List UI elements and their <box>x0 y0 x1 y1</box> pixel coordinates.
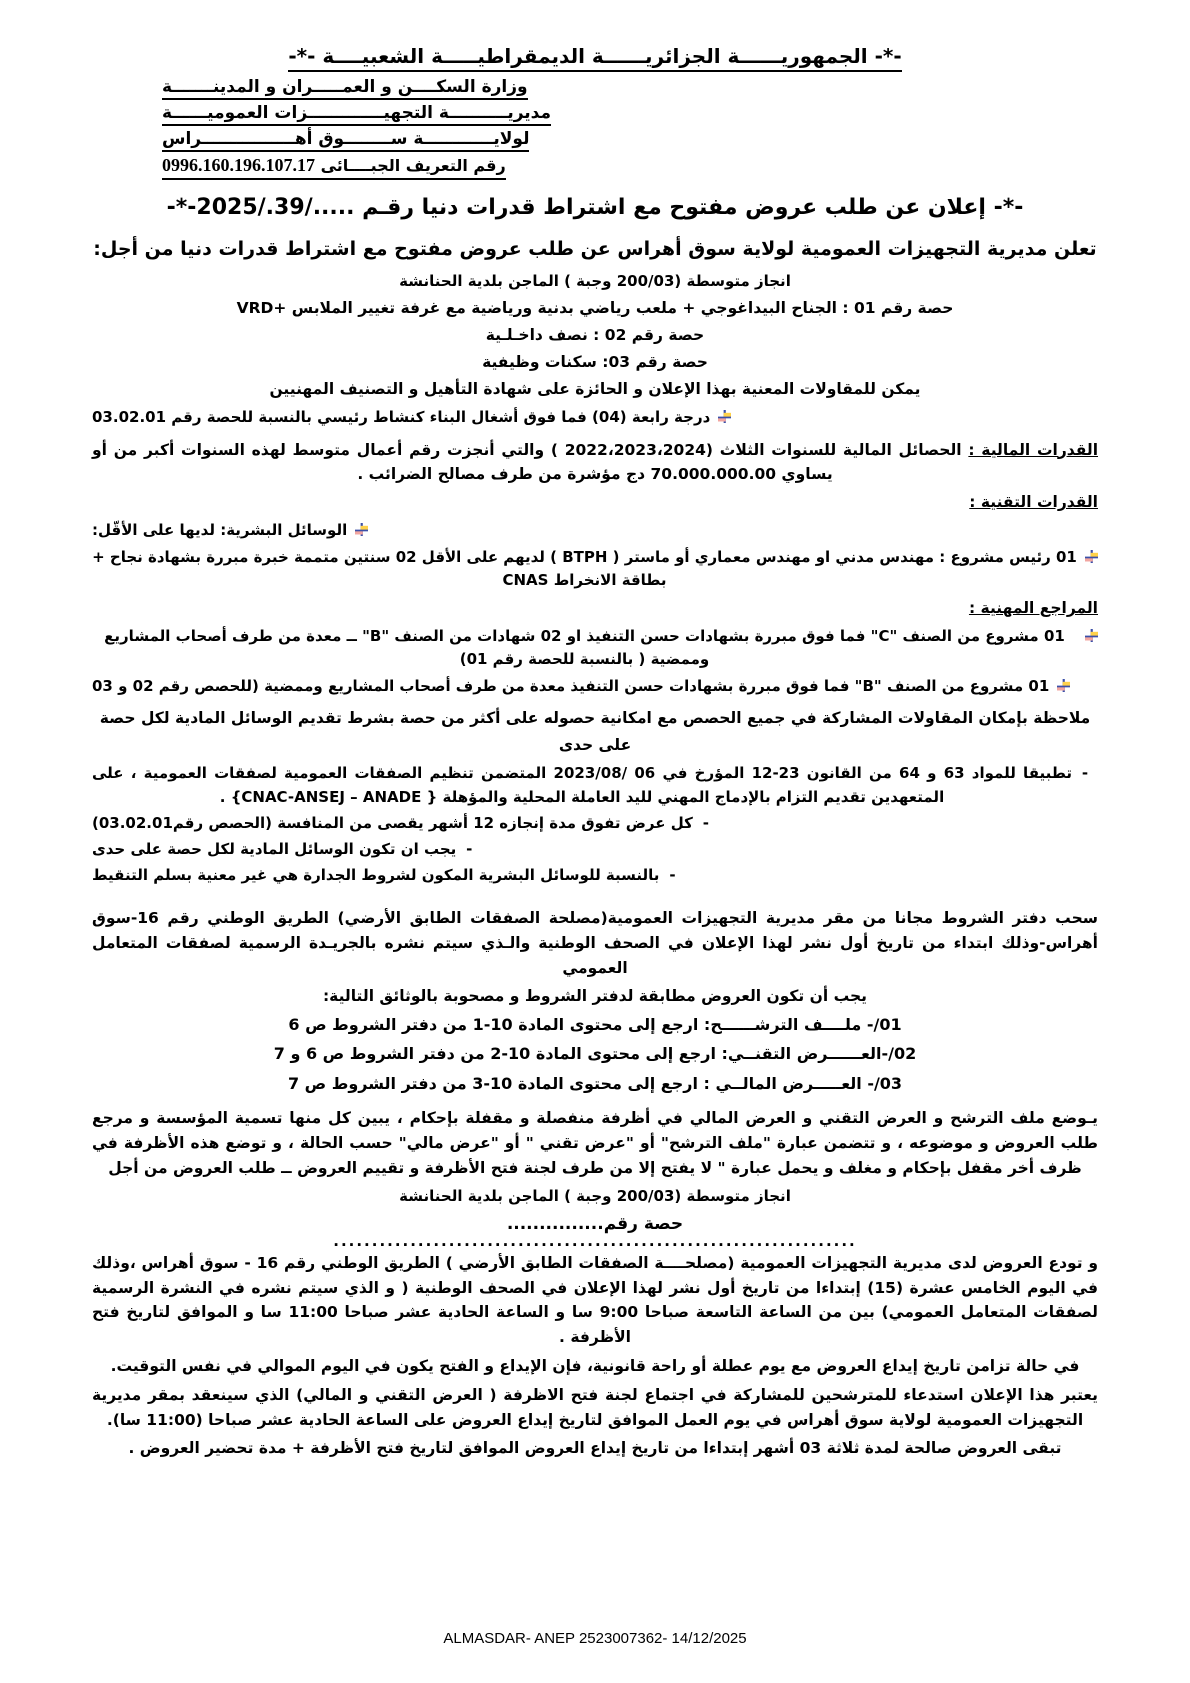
dash-marker: - <box>702 814 709 833</box>
tax-id-line <box>162 154 506 179</box>
deposit-paragraph: و تودع العروض لدى مديرية التجهيزات العمومية (مصلحــــة الصفقات الطابق الأرضي ) الطريق الوطني رقم 16 - سوق أهراس ،وذلك في اليوم الخامس عشرة (15) إبتداءا من تاريخ أول نشر لهذا الإعلان في الصحف الوطنية ( و الذي سيتم نشره في النشرة الرسمية لصفقات المتعامل العمومي) بين من الساعة التاسعة صباحا 9:00 سا و الساعة الحادية عشر صباحا 11:00 سا و الموافق لتاريخ فتح الأظرفة . <box>92 1253 1098 1347</box>
bullet-item-human-resources <box>92 519 1098 542</box>
republic-heading: -*- الجمهوريــــــة الجزائريــــــة الديمقراطيـــــة الشعبيــــة -*- <box>288 44 901 72</box>
dash-marker: - <box>669 866 676 885</box>
lot-number-blank <box>92 1214 1098 1234</box>
validity-paragraph: تبقى العروض صالحة لمدة ثلاثة 03 أشهر إبتداءا من تاريخ إيداع العروض الموافق لتاريخ فتح الأظرفة + مدة تحضير العروض . <box>128 1439 1062 1458</box>
financial-capacity-paragraph <box>92 438 1098 488</box>
dash-marker: - <box>1081 764 1089 783</box>
bullet-label: 01 مشروع من الصنف "B" فما فوق مبررة بشهادات حسن التنفيذ معدة من طرف أصحاب المشاريع وممضية (للحصص رقم 02 و 03 <box>92 676 1050 695</box>
ministry-line: وزارة السكــــن و العمـــــران و المدينـــــــة <box>162 76 528 100</box>
document-item-financial: 03/- العـــــرض المالــي : ارجع إلى محتوى المادة 10-3 من دفتر الشروط ص 7 <box>287 1073 903 1093</box>
tax-id-label: رقم التعريف الجبــــائى <box>320 156 506 176</box>
bullet-item-classification <box>92 406 1098 429</box>
list-item-text: بالنسبة للوسائل البشرية المكون لشروط الجدارة هي غير معنية بسلم التنقيط <box>92 866 660 885</box>
bullet-label: 01 مشروع من الصنف "C" فما فوق مبررة بشهادات حسن التنفيذ او 02 شهادات من الصنف "B" ــ معدة من طرف أصحاب المشاريع وممضية ( بالنسبة للحصة رقم 01) <box>104 627 1065 669</box>
document-header <box>92 44 1098 182</box>
bullet-item-reference-b <box>92 675 1098 698</box>
colored-square-bullet-icon <box>355 523 368 536</box>
page-title: -*- إعلان عن طلب عروض مفتوح مع اشتراط قدرات دنيا رقـم ...../39./2025-*- <box>166 194 1024 220</box>
colored-square-bullet-icon <box>718 410 731 423</box>
envelope-project-name: انجاز متوسطة (200/03 وجبة ) الماجن بلدية الحنانشة <box>399 1186 791 1205</box>
list-item-text: يجب ان تكون الوسائل المادية لكل حصة على حدى <box>92 840 457 859</box>
list-item-text: كل عرض تفوق مدة إنجازه 12 أشهر يقصى من المنافسة (الحصص رقم03.02.01) <box>92 814 693 833</box>
authority-lines <box>92 76 1098 182</box>
bullet-label: 01 رئيس مشروع : مهندس مدني او مهندس معماري أو ماستر ( BTPH ) لديهم على الأقل 02 سنتين متممة خبرة مبررة بشهادة نجاح + بطاقة الانخراط CNAS <box>92 547 1077 589</box>
participation-note: ملاحظة بإمكان المقاولات المشاركة في جميع الحصص مع امكانية حصوله على أكثر من حصة بشرط تقديم الوسائل المادية لكل حصة على حدى <box>99 708 1091 755</box>
colored-square-bullet-icon <box>1085 629 1098 642</box>
list-item <box>92 761 1098 809</box>
financial-capacity-text: الحصائل المالية للسنوات الثلاث (2022،2023،2024 ) والتي أنجزت رقم أعمال متوسط لهذه السنوات أكبر من أو يساوي 70.000.000.00 دج مؤشرة من طرف مصالح الضرائب . <box>92 440 962 484</box>
document-footer: ALMASDAR- ANEP 2523007362- 14/12/2025 <box>443 1630 747 1647</box>
list-item-text: تطبيقا للمواد 63 و 64 من القانون 23-12 المؤرخ في 06 /2023/08 المتضمن تنظيم الصفقات العمومية لصفقات العمومية ، على المتعهدين تقديم التزام بالإدماج المهني لليد العاملة المحلية والمؤهلة { CNAC-ANSEJ – ANADE} . <box>92 764 1072 807</box>
tie-case-paragraph: في حالة تزامن تاريخ إيداع العروض مع يوم عطلة أو راحة قانونية، فإن الإيداع و الفتح يكون في اليوم الموالي في نفس التوقيت. <box>110 1357 1080 1376</box>
withdrawal-paragraph: سحب دفتر الشروط مجانا من مقر مديرية التجهيزات العمومية(مصلحة الصفقات الطابق الأرضي) الطريق الوطني رقم 16-سوق أهراس-وذلك ابتداء من تاريخ أول نشر لهذا الإعلان في الصحف الوطنية والـذي سيتم نشره بالجريـدة الرسمية لصفقات المتعامل العمومي <box>92 909 1098 977</box>
document-item-technical: 02/-العــــــرض التقنــي: ارجع إلى محتوى المادة 10-2 من دفتر الشروط ص 6 و 7 <box>273 1044 917 1064</box>
dash-marker: - <box>466 840 473 859</box>
lot-2: حصة رقم 02 : نصف داخـلـية <box>485 325 705 344</box>
lot-1: حصة رقم 01 : الجناح البيداغوجي + ملعب رياضي بدنية ورياضية مع غرفة تغيير الملابس +VRD <box>236 298 954 317</box>
conditions-list <box>92 761 1098 887</box>
lot-number-label: حصة رقم <box>603 1213 684 1234</box>
project-name: انجاز متوسطة (200/03 وجبة ) الماجن بلدية الحنانشة <box>399 271 791 290</box>
directorate-line: مديريــــــــــة التجهيـــــــــــــزات العموميــــــة <box>162 102 551 126</box>
bullet-item-project-manager <box>92 546 1098 593</box>
republic-heading-wrap <box>92 44 1098 72</box>
envelope-paragraph: يـوضع ملف الترشح و العرض التقني و العرض المالي في أظرفة منفصلة و مقفلة بإحكام ، يبين كل منها تسمية المؤسسة و مرجع طلب العروض و موضوعه ، و تتضمن عبارة "ملف الترشح" أو "عرض تقني " أو "عرض مالي" حسب الحالة ، و توضع هذه الأظرفة في ظرف أخر مقفل بإحكام و مغلف و يحمل عبارة " لا يفتح إلا من طرف لجنة فتح الأظرفة و تقييم العروض ــ طلب العروض من أجل <box>92 1109 1098 1178</box>
technical-capacity-label-text: القدرات التقنية : <box>969 493 1098 512</box>
lot-number-dots: ............... <box>506 1213 604 1234</box>
list-item <box>92 837 1098 861</box>
intro-paragraph: تعلن مديرية التجهيزات العمومية لولاية سوق أهراس عن طلب عروض مفتوح مع اشتراط قدرات دنيا من أجل: <box>93 238 1097 261</box>
bullet-item-reference-c <box>92 625 1098 672</box>
bullet-label: درجة رابعة (04) فما فوق أشغال البناء كنشاط رئيسي بالنسبة للحصة رقم 03.02.01 <box>92 408 711 427</box>
wilaya-line: لولايــــــــــــة ســــــــوق أهــــــــــــــــراس <box>162 128 529 152</box>
conformity-text: يجب أن تكون العروض مطابقة لدفتر الشروط و مصحوبة بالوثائق التالية: <box>322 986 867 1005</box>
bullet-label: الوسائل البشرية: لديها على الأقّل: <box>92 521 348 540</box>
list-item <box>92 863 1098 887</box>
lot-3: حصة رقم 03: سكنات وظيفية <box>482 353 708 372</box>
eligibility-text: يمكن للمقاولات المعنية بهذا الإعلان و الحائزة على شهادة التأهيل و التصنيف المهنيين <box>269 380 921 399</box>
colored-square-bullet-icon <box>1057 679 1070 692</box>
invitation-paragraph: يعتبر هذا الإعلان استدعاء للمترشحين للمشاركة في اجتماع لجنة فتح الاظرفة ( العرض التقني و المالي) الذي سينعقد بمقر مديرية التجهيزات العمومية لولاية سوق أهراس في يوم العمل الموافق لتاريخ إيداع العروض على الساعة الحادية عشر صباحا (11:00 سا). <box>92 1385 1098 1429</box>
financial-capacity-label: القدرات المالية : <box>968 440 1099 459</box>
tax-id-value: 0996.160.196.107.17 <box>162 155 315 176</box>
colored-square-bullet-icon <box>1085 550 1098 563</box>
list-item <box>92 811 1098 835</box>
technical-capacity-label <box>92 489 1098 516</box>
professional-references-label <box>92 595 1098 622</box>
dotted-separator: .................................................................... <box>333 1231 857 1250</box>
professional-references-label-text: المراجع المهنية : <box>968 599 1098 618</box>
document-item-candidacy: 01/- ملــــف الترشــــــح: ارجع إلى محتوى المادة 10-1 من دفتر الشروط ص 6 <box>288 1014 902 1034</box>
